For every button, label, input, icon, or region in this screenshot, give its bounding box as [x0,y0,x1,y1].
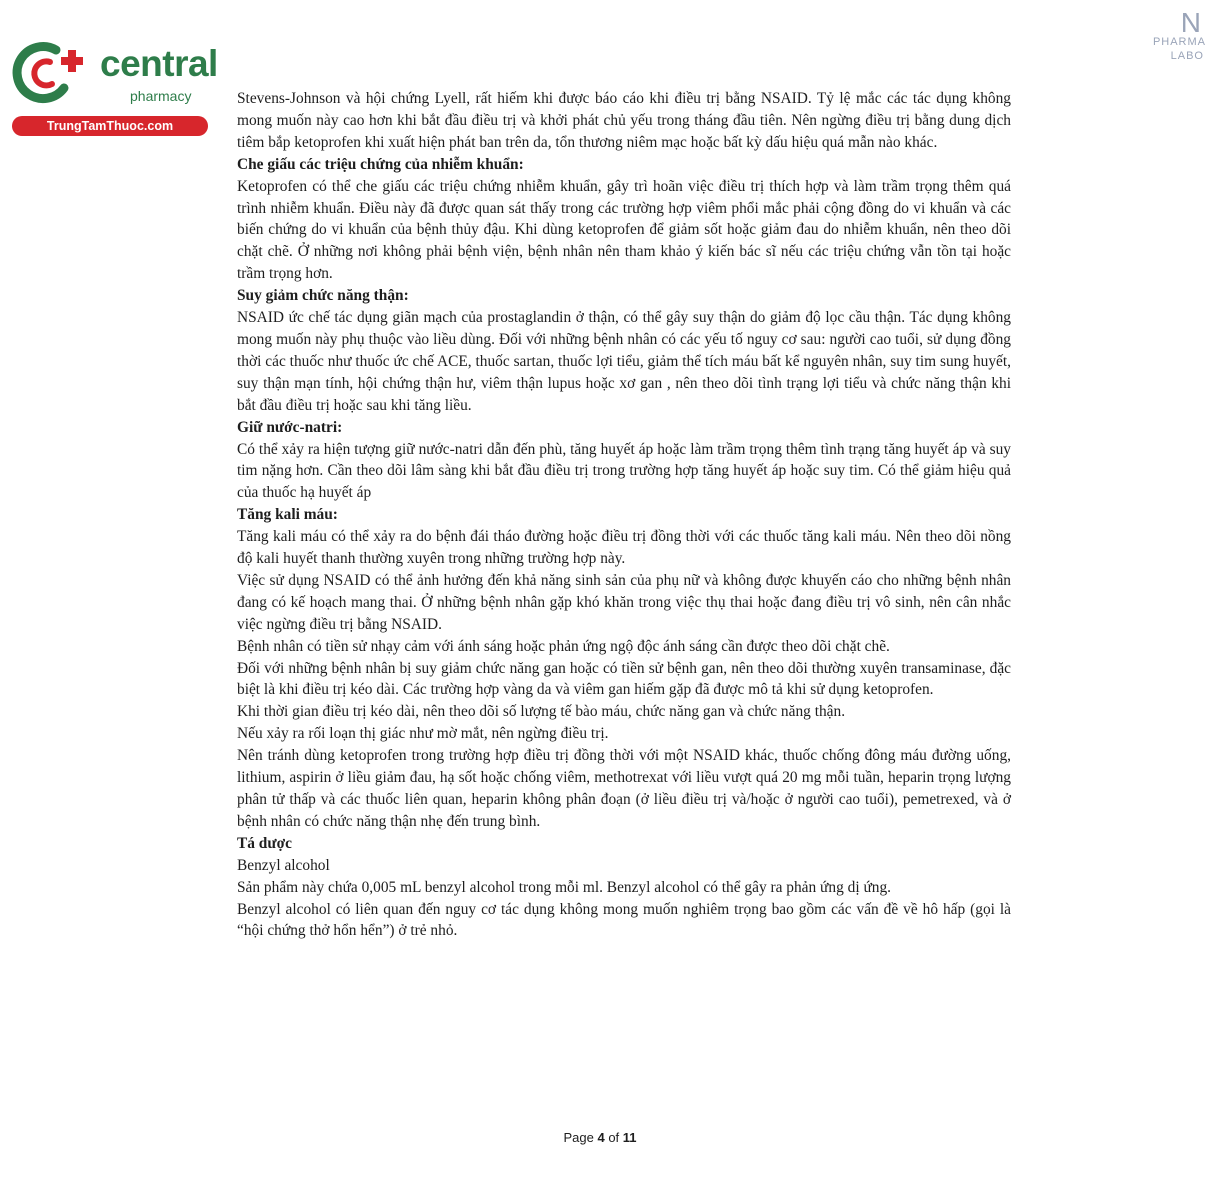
body-paragraph: Tăng kali máu có thể xảy ra do bệnh đái tháo đường hoặc điều trị đồng thời với các thuốc tăng kali máu. Nên theo dõi nồng độ kali huyết thanh thường xuyên trong những trường hợp này. [237,528,1011,568]
page-number-total: 11 [622,1130,637,1145]
body-paragraph: Nên tránh dùng ketoprofen trong trường hợp điều trị đồng thời với một NSAID khác, thuốc chống đông máu đường uống, lithium, aspirin ở liều giảm đau, hạ sốt hoặc chống viêm, methotrexat với liều vượt quá 20 mg mỗi tuần, heparin trọng lượng phân tử thấp và các thuốc liên quan, heparin không phân đoạn (ở liều điều trị và/hoặc ở người cao tuổi), pemetrexed, và ở bệnh nhân có chức năng thận nhẹ đến trung bình. [237,747,1011,830]
corner-partial-logo [1110,7,1206,68]
corner-logo-line-3: LABO [1170,50,1204,62]
corner-logo-line-2: PHARMA [1152,36,1206,48]
logo-website-badge: TrungTamThuoc.com [12,116,208,136]
central-pharmacy-logo [12,36,217,136]
section-heading: Tá dược [237,834,292,852]
central-pharmacy-logo-icon [12,40,90,104]
body-paragraph: Việc sử dụng NSAID có thể ảnh hưởng đến khả năng sinh sản của phụ nữ và không được khuyến cáo cho những bệnh nhân đang có kế hoạch mang thai. Ở những bệnh nhân gặp khó khăn trong việc thụ thai hoặc đang điều trị vô sinh, nên cân nhắc việc ngừng điều trị bằng NSAID. [237,571,1011,633]
body-paragraph: Benzyl alcohol [237,856,330,874]
logo-brand-text: central [100,43,218,84]
section-heading: Giữ nước-natri: [237,418,343,436]
corner-logo-letter: N [1180,7,1202,38]
page-footer [0,1130,1200,1145]
page-number-prefix: Page [563,1130,594,1145]
body-paragraph: Benzyl alcohol có liên quan đến nguy cơ tác dụng không mong muốn nghiêm trọng bao gồm các vấn đề về hô hấp (gọi là “hội chứng thở hổn hển”) ở trẻ nhỏ. [237,900,1011,940]
body-paragraph: Nếu xảy ra rối loạn thị giác như mờ mắt, nên ngừng điều trị. [237,725,609,743]
logo-subtitle: pharmacy [130,88,192,104]
section-heading: Tăng kali máu: [237,506,338,524]
body-paragraph: Bệnh nhân có tiền sử nhạy cảm với ánh sáng hoặc phản ứng ngộ độc ánh sáng cần được theo dõi chặt chẽ. [237,637,890,655]
page-number-current: 4 [597,1130,605,1145]
body-paragraph: Stevens-Johnson và hội chứng Lyell, rất hiếm khi được báo cáo khi điều trị bằng NSAID. Tỷ lệ mắc các tác dụng không mong muốn này cao hơn khi bắt đầu điều trị và khởi phát chủ yếu trong tháng đầu tiên. Nên ngừng điều trị bằng dung dịch tiêm bắp ketoprofen khi xuất hiện phát ban trên da, tổn thương niêm mạc hoặc bất kỳ dấu hiệu quá mẫn nào khác. [237,90,1011,151]
body-paragraph: NSAID ức chế tác dụng giãn mạch của prostaglandin ở thận, có thể gây suy thận do giảm độ lọc cầu thận. Tác dụng không mong muốn này phụ thuộc vào liều dùng. Đối với những bệnh nhân có các yếu tố nguy cơ sau: người cao tuổi, sử dụng đồng thời các thuốc như thuốc ức chế ACE, thuốc sartan, thuốc lợi tiểu, giảm thể tích máu bất kể nguyên nhân, suy tim sung huyết, suy thận mạn tính, hội chứng thận hư, viêm thận lupus hoặc xơ gan , nên theo dõi tình trạng lợi tiểu và chức năng thận khi bắt đầu điều trị hoặc sau khi tăng liều. [237,309,1011,414]
body-paragraph: Có thể xảy ra hiện tượng giữ nước-natri dẫn đến phù, tăng huyết áp hoặc làm trầm trọng thêm tình trạng tăng huyết áp và suy tim nặng hơn. Cần theo dõi lâm sàng khi bắt đầu điều trị trong trường hợp tăng huyết áp hoặc suy tim. Có thể giảm hiệu quả của thuốc hạ huyết áp [237,440,1011,502]
section-heading: Che giấu các triệu chứng của nhiễm khuẩn: [237,155,524,173]
document-body [237,88,1011,942]
body-paragraph: Sản phẩm này chứa 0,005 mL benzyl alcohol trong mỗi ml. Benzyl alcohol có thể gây ra phản ứng dị ứng. [237,878,892,896]
page-number-of: of [608,1130,620,1145]
body-paragraph: Khi thời gian điều trị kéo dài, nên theo dõi số lượng tế bào máu, chức năng gan và chức năng thận. [237,703,846,721]
body-paragraph: Ketoprofen có thể che giấu các triệu chứng nhiễm khuẩn, gây trì hoãn việc điều trị thích hợp và làm trầm trọng thêm quá trình nhiễm khuẩn. Điều này đã được quan sát thấy trong các trường hợp viêm phổi mắc phải cộng đồng do vi khuẩn và các biến chứng do vi khuẩn của bệnh thủy đậu. Khi dùng ketoprofen để giảm sốt hoặc giảm đau do nhiễm khuẩn, nên theo dõi chặt chẽ. Ở những nơi không phải bệnh viện, bệnh nhân nên tham khảo ý kiến bác sĩ nếu các triệu chứng vẫn tồn tại hoặc trầm trọng hơn. [237,177,1011,283]
section-heading: Suy giảm chức năng thận: [237,287,409,305]
body-paragraph: Đối với những bệnh nhân bị suy giảm chức năng gan hoặc có tiền sử bệnh gan, nên theo dõi thường xuyên transaminase, đặc biệt là khi điều trị kéo dài. Các trường hợp vàng da và viêm gan hiếm gặp đã được mô tả khi sử dụng ketoprofen. [237,659,1011,699]
